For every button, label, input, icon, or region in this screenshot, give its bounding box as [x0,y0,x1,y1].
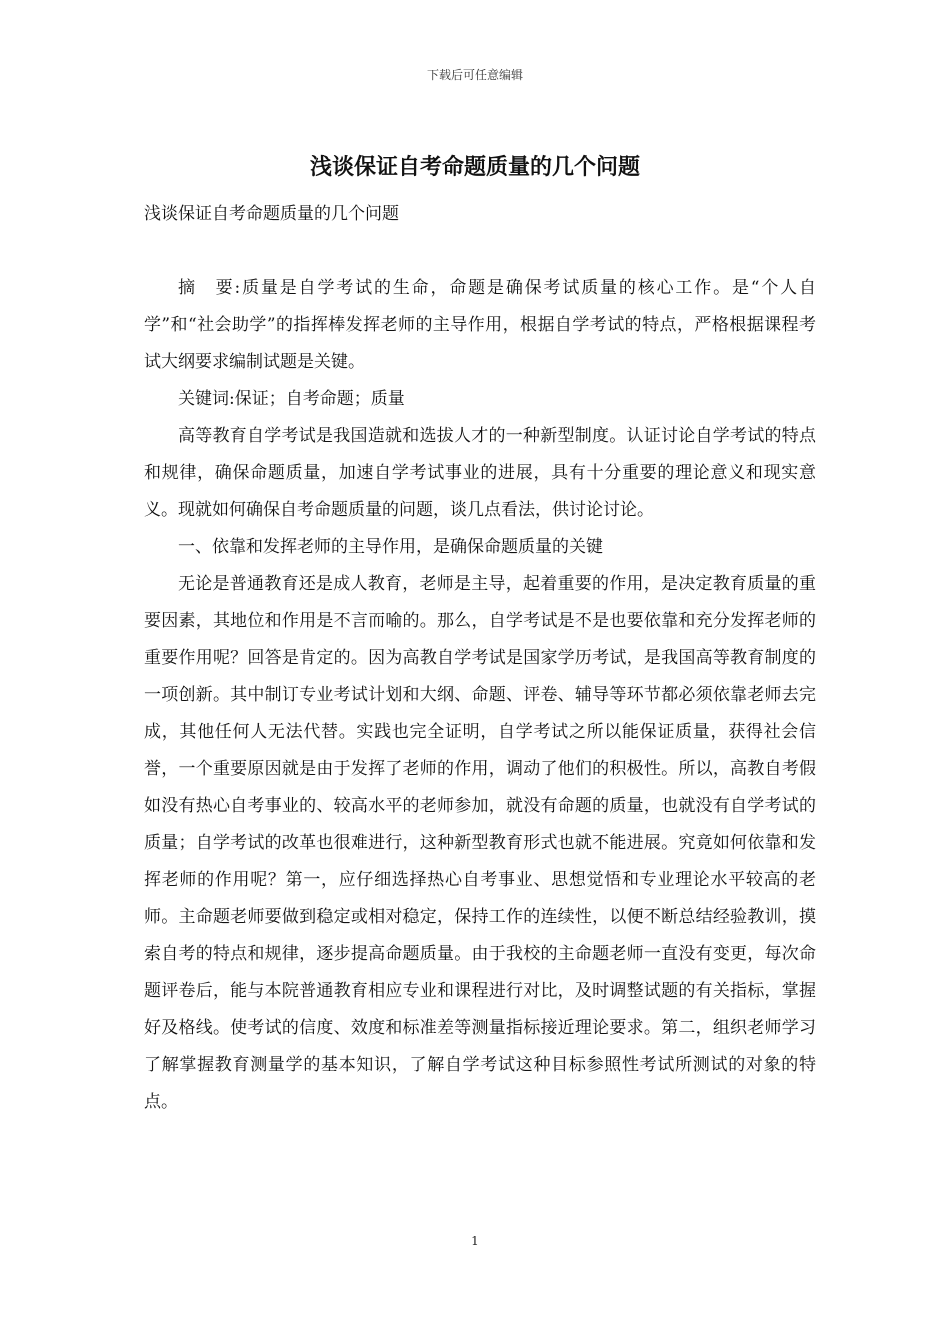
body-paragraph: 无论是普通教育还是成人教育，老师是主导，起着重要的作用，是决定教育质量的重要因素，其地位和作用是不言而喻的。那么，自学考试是不是也要依靠和充分发挥老师的重要作用呢？回答是肯定的。因为高教自学考试是国家学历考试，是我国高等教育制度的一项创新。其中制订专业考试计划和大纲、命题、评卷、辅导等环节都必须依靠老师去完成，其他任何人无法代替。实践也完全证明，自学考试之所以能保证质量，获得社会信誉，一个重要原因就是由于发挥了老师的作用，调动了他们的积极性。所以，高教自考假如没有热心自考事业的、较高水平的老师参加，就没有命题的质量，也就没有自学考试的质量；自学考试的改革也很难进行，这种新型教育形式也就不能进展。究竟如何依靠和发挥老师的作用呢？第一，应仔细选择热心自考事业、思想觉悟和专业理论水平较高的老师。主命题老师要做到稳定或相对稳定，保持工作的连续性，以便不断总结经验教训，摸索自考的特点和规律，逐步提高命题质量。由于我校的主命题老师一直没有变更，每次命题评卷后，能与本院普通教育相应专业和课程进行对比，及时调整试题的有关指标，掌握好及格线。使考试的信度、效度和标准差等测量指标接近理论要求。第二，组织老师学习了解掌握教育测量学的基本知识，了解自学考试这种目标参照性考试所测试的对象的特点。 [144,574,816,1112]
section-heading: 一、依靠和发挥老师的主导作用，是确保命题质量的关键 [178,537,603,557]
header-note: 下载后可任意编辑 [426,68,523,82]
abstract-paragraph: 摘 要:质量是自学考试的生命，命题是确保考试质量的核心工作。是“个人自学”和“社会助学”的指挥棒发挥老师的主导作用，根据自学考试的特点，严格根据课程考试大纲要求编制试题是关键。 [144,278,816,372]
body-paragraph: 高等教育自学考试是我国造就和选拔人才的一种新型制度。认证讨论自学考试的特点和规律，确保命题质量，加速自学考试事业的进展，具有十分重要的理论意义和现实意义。现就如何确保自考命题质量的问题，谈几点看法，供讨论讨论。 [144,426,816,520]
document-title: 浅谈保证自考命题质量的几个问题 [309,155,640,180]
page-number: 1 [471,1234,479,1248]
keywords-line: 关键词:保证；自考命题；质量 [178,389,405,409]
document-body [144,196,816,1121]
document-subtitle: 浅谈保证自考命题质量的几个问题 [144,204,399,224]
